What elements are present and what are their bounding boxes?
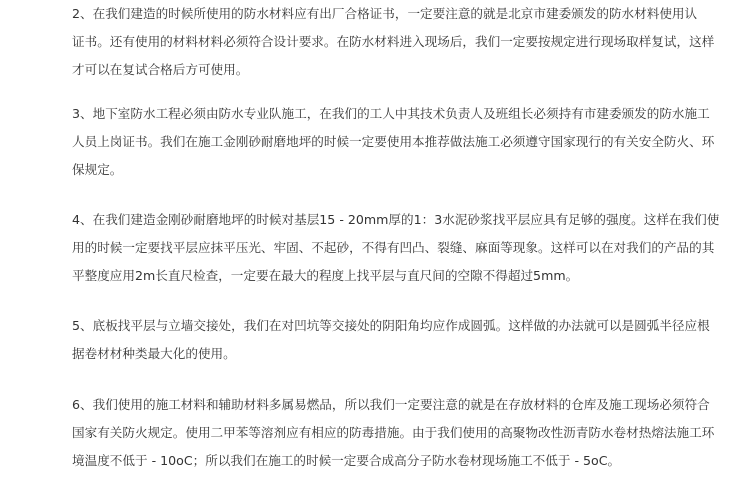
paragraph-line: 4、在我们建造金刚砂耐磨地坪的时候对基层15 - 20mm厚的1：3水泥砂浆找平层应具有足够的强度。这样在我们使 <box>72 212 720 227</box>
paragraph-line: 保规定。 <box>72 162 123 177</box>
paragraph-2 <box>72 0 714 84</box>
paragraph-4 <box>72 206 719 290</box>
paragraph-line: 才可以在复试合格后方可使用。 <box>72 62 249 77</box>
paragraph-6 <box>72 391 714 475</box>
paragraph-5 <box>72 312 710 368</box>
paragraph-line: 据卷材材种类最大化的使用。 <box>72 346 236 361</box>
paragraph-3 <box>72 100 714 184</box>
paragraph-line: 平整度应用2m长直尺检查，一定要在最大的程度上找平层与直尺间的空隙不得超过5mm。 <box>72 268 579 283</box>
paragraph-line: 国家有关防火规定。使用二甲苯等溶剂应有相应的防毒措施。由于我们使用的高聚物改性沥青防水卷材热熔法施工环 <box>72 425 715 440</box>
paragraph-line: 证书。还有使用的材料材料必须符合设计要求。在防水材料进入现场后，我们一定要按规定进行现场取样复试，这样 <box>72 34 715 49</box>
paragraph-line: 人员上岗证书。我们在施工金刚砂耐磨地坪的时候一定要使用本推荐做法施工必须遵守国家现行的有关安全防火、环 <box>72 134 715 149</box>
paragraph-line: 6、我们使用的施工材料和辅助材料多属易燃品，所以我们一定要注意的就是在存放材料的仓库及施工现场必须符合 <box>72 397 710 412</box>
paragraph-line: 境温度不低于 - 10oC；所以我们在施工的时候一定要合成高分子防水卷材现场施工不低于 - 5oC。 <box>72 453 621 468</box>
paragraph-line: 2、在我们建造的时候所使用的防水材料应有出厂合格证书，一定要注意的就是北京市建委颁发的防水材料使用认 <box>72 6 698 21</box>
paragraph-line: 5、底板找平层与立墙交接处，我们在对凹坑等交接处的阴阳角均应作成圆弧。这样做的办法就可以是圆弧半径应根 <box>72 318 710 333</box>
paragraph-line: 3、地下室防水工程必须由防水专业队施工，在我们的工人中其技术负责人及班组长必须持有市建委颁发的防水施工 <box>72 106 710 121</box>
paragraph-line: 用的时候一定要找平层应抹平压光、牢固、不起砂，不得有凹凸、裂缝、麻面等现象。这样可以在对我们的产品的其 <box>72 240 715 255</box>
